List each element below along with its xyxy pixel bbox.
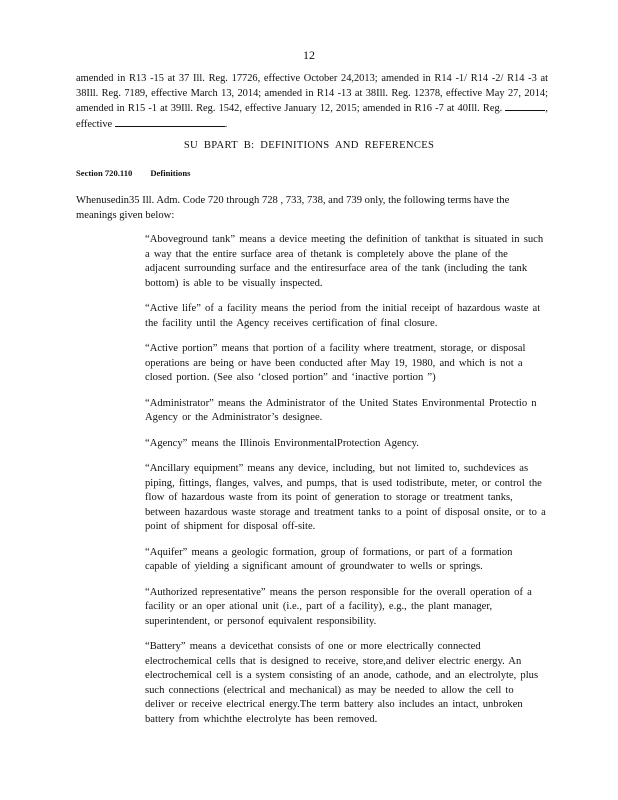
definition-ancillary-equipment: “Ancillary equipment” means any device, including, but not limited to, suchdevices as piping, fittings, flanges, valves, and pumps, that is used todistribute, meter, or control the flow of hazardous waste from its point of generation to storage or treatment tanks, between hazardous waste storage and treatment tanks to a point of disposal onsite, or to a point of shipment for disposal off-site. (145, 463, 546, 532)
definition-battery: “Battery” means a devicethat consists of one or more electrically connected electrochemical cells that is designed to receive, store,and deliver electric energy. An electrochemical cell is a system consisting of an anode, cathode, and an electrolyte, plus such connections (electrical and mechanical) as may be needed to allow the cell to deliver or receive electrical energy.The term battery also includes an intact, unbroken battery from whichthe electrolyte has been removed. (145, 641, 539, 725)
definition-administrator: “Administrator” means the Administrator of the United States Environmental Protectio n Agency or the Administrator’s designee. (145, 397, 537, 423)
definition-agency: “Agency” means the Illinois EnvironmentalProtection Agency. (145, 437, 419, 449)
definition-aboveground-tank: “Aboveground tank” means a device meeting the definition of tankthat is situated in such a way that the entire surface area of thetank is completely above the plane of the adjacent surrounding surface and the entiresurface area of the tank (including the tank bottom) is able to be visually inspected. (145, 234, 544, 289)
definition-active-portion: “Active portion” means that portion of a facility where treatment, storage, or disposal operations are being or have been conducted after May 19, 1980, and which is not a closed portion. (See also ‘closed portion” and ‘inactive portion ”) (145, 343, 526, 383)
section-heading (76, 168, 208, 178)
amendment-effective-label: , effective (76, 103, 548, 130)
amendment-end: . (224, 118, 228, 130)
blank-register-line (505, 101, 545, 111)
amendment-history (76, 72, 548, 132)
amendment-history-text: amended in R13 -15 at 37 Ill. Reg. 17726, effective October 24,2013; amended in R14 -1/ R14 -2/ R14 -3 at 38Ill. Reg. 7189, effective March 13, 2014; amended in R14 -13 at 38Ill. Reg. 12378, effective May 27, 2014; amended in R15 -1 at 39Ill. Reg. 1542, effective January 12, 2015; amended in R16 -7 at 40Ill. Reg. (76, 73, 548, 114)
page-number: 12 (303, 48, 315, 62)
blank-effective-line (115, 117, 225, 127)
subpart-heading: SU BPART B: DEFINITIONS AND REFERENCES (183, 140, 435, 151)
definitions-list (145, 233, 547, 738)
definition-active-life: “Active life” of a facility means the period from the initial receipt of hazardous waste at the facility until the Agency receives certification of final closure. (145, 303, 541, 329)
intro-paragraph: Whenusedin35 Ill. Adm. Code 720 through 728 , 733, 738, and 739 only, the following terms have the meanings given below: (76, 195, 510, 221)
section-title: Definitions (150, 168, 191, 178)
definition-aquifer: “Aquifer” means a geologic formation, group of formations, or part of a formation capable of yielding a significant amount of groundwater to wells or springs. (145, 546, 513, 572)
definition-authorized-representative: “Authorized representative” means the person responsible for the overall operation of a facility or an oper ational unit (i.e., part of a facility), e.g., the plant manager, superintendent, or personof equivalent responsibility. (145, 586, 532, 627)
section-number: Section 720.110 (76, 168, 133, 178)
